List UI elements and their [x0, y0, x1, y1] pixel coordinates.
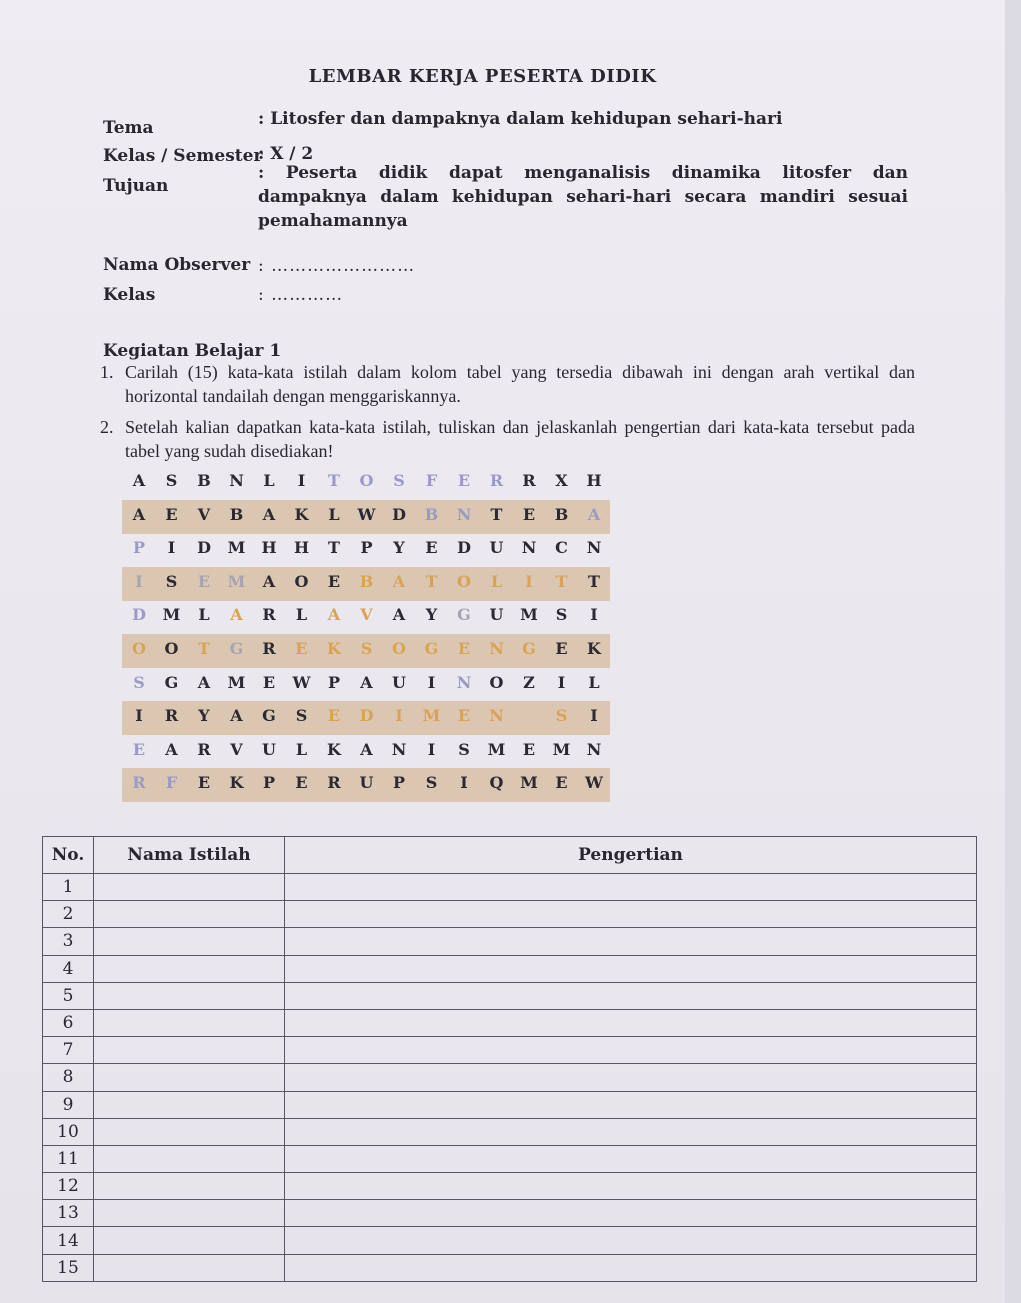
- word-search-cell[interactable]: P: [132, 538, 146, 558]
- word-search-cell[interactable]: D: [392, 504, 406, 524]
- row-number: 12: [43, 1173, 94, 1200]
- answer-table-row: [43, 955, 977, 982]
- word-search-cell[interactable]: L: [198, 605, 210, 625]
- row-number: 1: [43, 874, 94, 901]
- word-search-cell[interactable]: M: [227, 571, 246, 591]
- pengertian-cell[interactable]: [285, 1118, 977, 1145]
- pengertian-cell[interactable]: [285, 1064, 977, 1091]
- pengertian-cell[interactable]: [285, 955, 977, 982]
- word-search-cell[interactable]: I: [395, 706, 403, 726]
- word-search-cell[interactable]: I: [590, 706, 598, 726]
- word-search-cell[interactable]: O: [489, 672, 504, 692]
- row-number: 15: [43, 1254, 94, 1281]
- word-search-cell[interactable]: N: [489, 639, 504, 658]
- word-search-cell[interactable]: S: [393, 471, 405, 490]
- pengertian-cell[interactable]: [285, 874, 977, 901]
- word-search-cell[interactable]: D: [359, 706, 374, 726]
- word-search-cell[interactable]: P: [262, 773, 276, 793]
- word-search-cell[interactable]: I: [557, 672, 566, 692]
- answer-table-row: [43, 1145, 977, 1172]
- nama-istilah-cell[interactable]: [94, 1009, 285, 1036]
- word-search-row: [122, 668, 610, 702]
- word-search-cell[interactable]: E: [457, 639, 471, 658]
- word-search-cell[interactable]: I: [590, 605, 598, 625]
- word-search-row: [122, 466, 610, 500]
- answer-table-row: [43, 1091, 977, 1118]
- word-search-cell[interactable]: O: [164, 639, 179, 658]
- word-search-cell[interactable]: G: [424, 639, 439, 658]
- word-search-cell[interactable]: B: [197, 471, 211, 490]
- activity-title: Kegiatan Belajar 1: [103, 341, 282, 361]
- answer-table-row: [43, 1037, 977, 1064]
- word-search-cell[interactable]: [512, 701, 546, 735]
- nama-istilah-cell[interactable]: [94, 1037, 285, 1064]
- nama-istilah-cell[interactable]: [94, 1200, 285, 1227]
- word-search-cell[interactable]: B: [359, 571, 374, 591]
- word-search-cell[interactable]: R: [164, 706, 179, 726]
- pengertian-cell[interactable]: [285, 1200, 977, 1227]
- word-search-cell[interactable]: U: [489, 605, 504, 625]
- word-search-cell[interactable]: V: [230, 739, 243, 759]
- kelas-label: Kelas: [103, 285, 156, 305]
- word-search-cell[interactable]: I: [135, 571, 143, 591]
- nama-istilah-cell[interactable]: [94, 1118, 285, 1145]
- word-search-cell[interactable]: E: [132, 739, 146, 759]
- word-search-cell[interactable]: S: [295, 706, 308, 726]
- tema-value: : Litosfer dan dampaknya dalam kehidupan sehari-hari: [258, 109, 783, 129]
- tema-label: Tema: [103, 118, 154, 138]
- word-search-cell[interactable]: G: [164, 672, 179, 692]
- word-search-cell[interactable]: S: [555, 706, 568, 726]
- word-search-cell[interactable]: I: [135, 706, 143, 726]
- instruction-1: [100, 360, 915, 408]
- nama-istilah-cell[interactable]: [94, 928, 285, 955]
- word-search-cell[interactable]: N: [456, 672, 472, 692]
- word-search-cell[interactable]: L: [328, 504, 340, 524]
- word-search-cell[interactable]: M: [422, 706, 441, 726]
- word-search-cell[interactable]: I: [460, 773, 468, 793]
- word-search-row: [122, 735, 610, 769]
- word-search-cell[interactable]: E: [425, 538, 438, 558]
- word-search-cell[interactable]: K: [327, 639, 341, 658]
- answer-table-row: [43, 928, 977, 955]
- word-search-cell[interactable]: A: [392, 571, 406, 591]
- word-search-cell[interactable]: A: [132, 504, 146, 524]
- word-search-row: [122, 567, 610, 601]
- word-search-cell[interactable]: M: [227, 538, 246, 558]
- word-search-cell[interactable]: A: [262, 571, 276, 591]
- word-search-cell[interactable]: C: [555, 538, 568, 558]
- word-search-cell[interactable]: O: [359, 471, 374, 490]
- word-search-cell[interactable]: H: [261, 538, 277, 558]
- word-search-cell[interactable]: A: [132, 471, 146, 490]
- word-search-cell[interactable]: I: [427, 672, 436, 692]
- word-search-cell[interactable]: I: [525, 571, 533, 591]
- word-search-row: [122, 600, 610, 634]
- word-search-cell[interactable]: N: [489, 706, 504, 726]
- word-search-cell[interactable]: D: [457, 538, 471, 558]
- pengertian-cell[interactable]: [285, 1254, 977, 1281]
- observer-label: Nama Observer: [103, 255, 251, 275]
- word-search-cell[interactable]: M: [520, 605, 538, 625]
- kelas-semester-label: Kelas / Semester: [103, 146, 263, 166]
- answer-table-row: [43, 901, 977, 928]
- word-search-cell[interactable]: M: [227, 672, 246, 692]
- word-search-cell[interactable]: E: [522, 739, 536, 759]
- answer-table-row: [43, 1227, 977, 1254]
- word-search-cell[interactable]: E: [197, 571, 211, 591]
- pengertian-cell[interactable]: [285, 1227, 977, 1254]
- word-search-cell[interactable]: N: [521, 538, 537, 558]
- word-search-cell[interactable]: K: [294, 504, 309, 524]
- answer-table-row: [43, 874, 977, 901]
- word-search-cell[interactable]: E: [327, 571, 341, 591]
- word-search-cell[interactable]: N: [391, 739, 407, 759]
- word-search-cell[interactable]: R: [489, 471, 504, 490]
- word-search-cell[interactable]: T: [328, 471, 340, 490]
- word-search-cell[interactable]: Y: [393, 538, 405, 558]
- answer-table-row: [43, 1009, 977, 1036]
- word-search-cell[interactable]: F: [165, 773, 178, 793]
- word-search-row: [122, 768, 610, 802]
- word-search-cell[interactable]: R: [132, 773, 146, 793]
- nama-istilah-cell[interactable]: [94, 1173, 285, 1200]
- answer-table-row: [43, 982, 977, 1009]
- word-search-cell[interactable]: E: [522, 504, 536, 524]
- word-search-cell[interactable]: A: [230, 605, 243, 625]
- word-search-cell[interactable]: S: [165, 571, 178, 591]
- word-search-cell[interactable]: T: [555, 571, 568, 591]
- nama-istilah-cell[interactable]: [94, 874, 285, 901]
- pengertian-cell[interactable]: [285, 1037, 977, 1064]
- word-search-cell[interactable]: W: [357, 504, 376, 524]
- paper-edge: [1005, 0, 1021, 1303]
- instruction-number: 2.: [100, 417, 114, 437]
- answer-table-row: [43, 1200, 977, 1227]
- word-search-cell[interactable]: K: [587, 639, 601, 658]
- word-search-cell[interactable]: R: [522, 471, 536, 490]
- nama-istilah-cell[interactable]: [94, 1145, 285, 1172]
- word-search-cell[interactable]: D: [132, 605, 146, 625]
- word-search-cell[interactable]: E: [295, 773, 308, 793]
- observer-field[interactable]: : ……………………: [258, 256, 416, 276]
- word-search-cell[interactable]: G: [522, 639, 536, 658]
- word-search-cell[interactable]: S: [555, 605, 568, 625]
- header-no: No.: [43, 837, 94, 874]
- word-search-cell[interactable]: D: [197, 538, 211, 558]
- answer-table: [42, 836, 977, 1282]
- word-search-cell[interactable]: L: [295, 605, 308, 625]
- answer-table-row: [43, 1173, 977, 1200]
- word-search-cell[interactable]: M: [520, 773, 538, 793]
- word-search-cell[interactable]: T: [490, 504, 503, 524]
- word-search-cell[interactable]: G: [457, 605, 471, 625]
- row-number: 11: [43, 1145, 94, 1172]
- row-number: 10: [43, 1118, 94, 1145]
- row-number: 6: [43, 1009, 94, 1036]
- word-search-cell[interactable]: B: [424, 504, 439, 524]
- word-search-cell[interactable]: E: [457, 471, 471, 490]
- nama-istilah-cell[interactable]: [94, 1064, 285, 1091]
- word-search-cell[interactable]: E: [197, 773, 211, 793]
- row-number: 4: [43, 955, 94, 982]
- kelas-semester-value: : X / 2: [258, 144, 314, 164]
- word-search-cell[interactable]: P: [360, 538, 373, 558]
- word-search-cell[interactable]: A: [327, 605, 341, 625]
- tujuan-value: : Peserta didik dapat menganalisis dinamika litosfer dan dampaknya dalam kehidupan sehari-hari secara mandiri sesuai pemahamannya: [258, 163, 908, 231]
- row-number: 5: [43, 982, 94, 1009]
- word-search-cell[interactable]: E: [457, 706, 471, 726]
- word-search-cell[interactable]: L: [490, 571, 503, 591]
- pengertian-cell[interactable]: [285, 901, 977, 928]
- word-search-cell[interactable]: I: [427, 739, 436, 759]
- word-search-cell[interactable]: A: [392, 605, 406, 625]
- word-search-row: [122, 533, 610, 567]
- instruction-number: 1.: [100, 362, 114, 382]
- word-search-cell[interactable]: R: [197, 739, 211, 759]
- answer-table-row: [43, 1254, 977, 1281]
- word-search-cell[interactable]: T: [328, 538, 340, 558]
- nama-istilah-cell[interactable]: [94, 901, 285, 928]
- word-search-cell[interactable]: R: [262, 605, 276, 625]
- pengertian-cell[interactable]: [285, 1145, 977, 1172]
- word-search-row: [122, 500, 610, 534]
- word-search-cell[interactable]: E: [327, 706, 341, 726]
- word-search-cell[interactable]: A: [165, 739, 178, 759]
- word-search-cell[interactable]: E: [555, 773, 568, 793]
- word-search-cell[interactable]: I: [297, 471, 306, 490]
- word-search-cell[interactable]: H: [586, 471, 602, 490]
- word-search-cell[interactable]: S: [360, 639, 373, 658]
- word-search-cell[interactable]: N: [229, 471, 244, 490]
- word-search-cell[interactable]: P: [327, 672, 341, 692]
- nama-istilah-cell[interactable]: [94, 1227, 285, 1254]
- word-search-cell[interactable]: P: [392, 773, 406, 793]
- nama-istilah-cell[interactable]: [94, 1091, 285, 1118]
- word-search-cell[interactable]: R: [262, 639, 276, 658]
- word-search-cell[interactable]: M: [552, 739, 571, 759]
- word-search-cell[interactable]: L: [295, 739, 308, 759]
- row-number: 8: [43, 1064, 94, 1091]
- pengertian-cell[interactable]: [285, 1009, 977, 1036]
- word-search-cell[interactable]: F: [425, 471, 438, 490]
- row-number: 14: [43, 1227, 94, 1254]
- word-search-cell[interactable]: G: [229, 639, 244, 658]
- pengertian-cell[interactable]: [285, 1173, 977, 1200]
- word-search-cell[interactable]: O: [392, 639, 406, 658]
- word-search-cell[interactable]: G: [262, 706, 276, 726]
- word-search-cell[interactable]: K: [327, 739, 341, 759]
- word-search-cell[interactable]: S: [133, 672, 145, 692]
- row-number: 2: [43, 901, 94, 928]
- instruction-text: Carilah (15) kata-kata istilah dalam kolom tabel yang tersedia dibawah ini dengan arah vertikal dan horizontal tandailah dengan menggariskannya.: [125, 362, 915, 406]
- word-search-cell[interactable]: N: [456, 504, 472, 524]
- nama-istilah-cell[interactable]: [94, 982, 285, 1009]
- pengertian-cell[interactable]: [285, 1091, 977, 1118]
- word-search-cell[interactable]: Q: [489, 773, 504, 793]
- word-search-cell[interactable]: Y: [425, 605, 438, 625]
- word-search-cell[interactable]: V: [360, 605, 373, 625]
- word-search-cell[interactable]: I: [167, 538, 176, 558]
- nama-istilah-cell[interactable]: [94, 955, 285, 982]
- answer-table-row: [43, 1064, 977, 1091]
- word-search-cell[interactable]: E: [555, 639, 568, 658]
- word-search-cell[interactable]: T: [198, 639, 210, 658]
- answer-table-row: [43, 1118, 977, 1145]
- word-search-cell[interactable]: E: [165, 504, 178, 524]
- word-search-cell[interactable]: N: [586, 538, 602, 558]
- header-nama-istilah: Nama Istilah: [94, 837, 285, 874]
- header-pengertian: Pengertian: [285, 837, 977, 874]
- word-search-cell[interactable]: Z: [523, 672, 535, 692]
- word-search-cell[interactable]: O: [132, 639, 146, 658]
- word-search-cell[interactable]: S: [165, 471, 178, 490]
- word-search-cell[interactable]: L: [588, 672, 600, 692]
- word-search-cell[interactable]: W: [585, 773, 603, 793]
- word-search-cell[interactable]: A: [360, 739, 373, 759]
- pengertian-cell[interactable]: [285, 982, 977, 1009]
- word-search-cell[interactable]: L: [263, 471, 275, 490]
- word-search-cell[interactable]: U: [489, 538, 504, 558]
- word-search-cell[interactable]: Y: [198, 706, 210, 726]
- word-search-cell[interactable]: M: [162, 605, 181, 625]
- word-search-cell[interactable]: A: [360, 672, 373, 692]
- word-search-cell[interactable]: T: [588, 571, 600, 591]
- word-search-cell[interactable]: B: [229, 504, 244, 524]
- word-search-cell[interactable]: U: [359, 773, 374, 793]
- tujuan-label: Tujuan: [103, 176, 169, 196]
- word-search-cell[interactable]: B: [554, 504, 569, 524]
- word-search-cell[interactable]: A: [230, 706, 243, 726]
- word-search-cell[interactable]: O: [457, 571, 471, 591]
- word-search-cell[interactable]: M: [487, 739, 506, 759]
- word-search-grid: [122, 466, 610, 802]
- pengertian-cell[interactable]: [285, 928, 977, 955]
- kelas-field[interactable]: : …………: [258, 285, 344, 305]
- word-search-cell[interactable]: W: [292, 672, 311, 692]
- word-search-cell[interactable]: E: [295, 639, 308, 658]
- word-search-row: [122, 701, 610, 735]
- word-search-cell[interactable]: U: [262, 739, 276, 759]
- word-search-cell[interactable]: A: [197, 672, 211, 692]
- word-search-cell[interactable]: A: [587, 504, 601, 524]
- answer-table-header: [43, 837, 977, 874]
- instruction-2: [100, 415, 915, 463]
- word-search-cell[interactable]: A: [262, 504, 276, 524]
- word-search-cell[interactable]: N: [586, 739, 602, 759]
- row-number: 9: [43, 1091, 94, 1118]
- word-search-cell[interactable]: S: [425, 773, 438, 793]
- word-search-cell[interactable]: S: [458, 739, 470, 759]
- word-search-cell[interactable]: U: [392, 672, 406, 692]
- word-search-cell[interactable]: K: [229, 773, 244, 793]
- word-search-row: [122, 634, 610, 668]
- worksheet-title: LEMBAR KERJA PESERTA DIDIK: [308, 66, 657, 87]
- row-number: 13: [43, 1200, 94, 1227]
- row-number: 7: [43, 1037, 94, 1064]
- instruction-text: Setelah kalian dapatkan kata-kata istilah, tuliskan dan jelaskanlah pengertian dari kata-kata tersebut pada tabel yang sudah disediakan!: [125, 417, 915, 461]
- nama-istilah-cell[interactable]: [94, 1254, 285, 1281]
- word-search-cell[interactable]: X: [555, 471, 568, 490]
- word-search-cell[interactable]: E: [262, 672, 276, 692]
- word-search-cell[interactable]: H: [293, 538, 310, 558]
- word-search-cell[interactable]: O: [294, 571, 309, 591]
- row-number: 3: [43, 928, 94, 955]
- word-search-cell[interactable]: T: [425, 571, 438, 591]
- word-search-cell[interactable]: R: [327, 773, 341, 793]
- word-search-cell[interactable]: V: [197, 504, 211, 524]
